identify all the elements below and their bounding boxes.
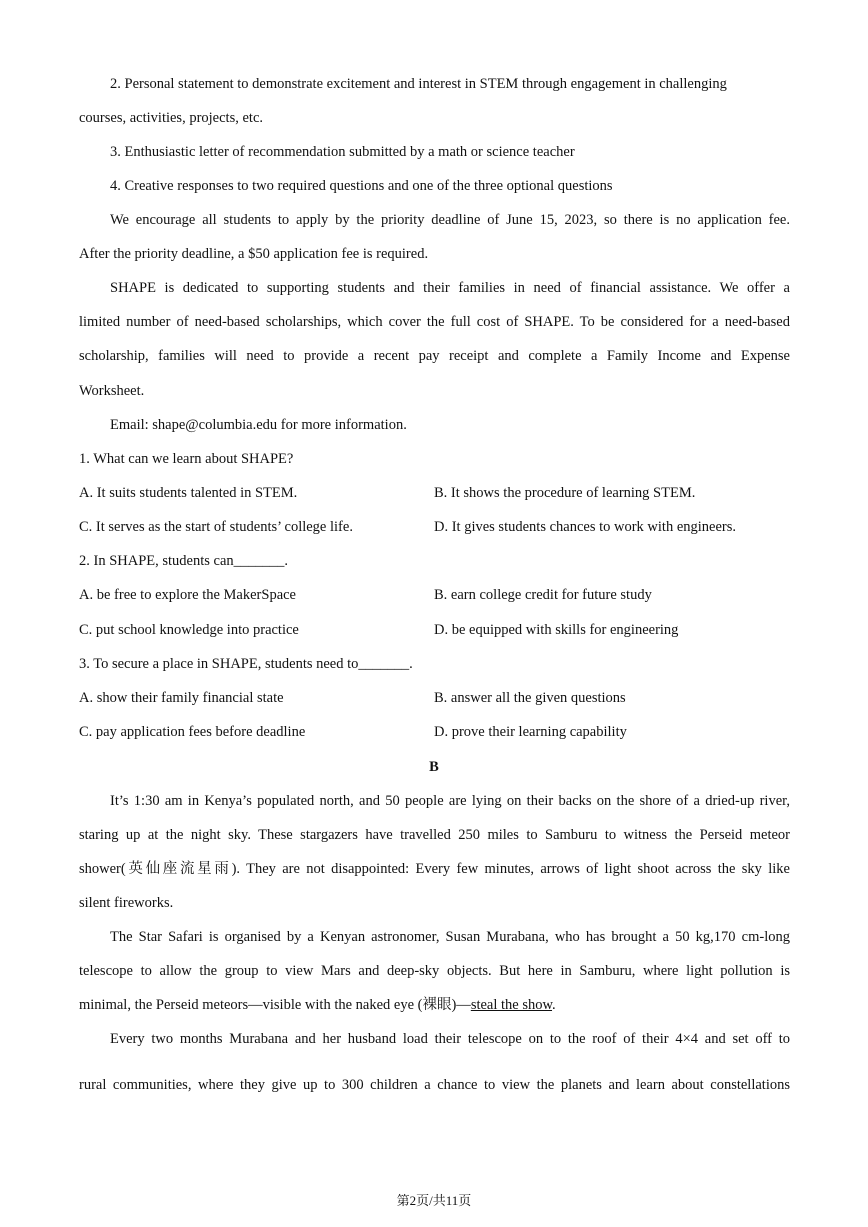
criteria-item-4: 4. Creative responses to two required questions and one of the three optional questions — [110, 178, 613, 194]
passage-b-p2-line-1: The Star Safari is organised by a Kenyan astronomer, Susan Murabana, who has brought a 50 kg,170 cm-long — [110, 929, 790, 945]
passage-b-p1-line-4: silent fireworks. — [79, 895, 174, 911]
question-2-stem — [79, 551, 790, 571]
criteria-item-3: 3. Enthusiastic letter of recommendation submitted by a math or science teacher — [110, 144, 575, 160]
question-3-end: . — [409, 656, 413, 672]
aid-paragraph-line-1: SHAPE is dedicated to supporting students and their families in need of financial assistance. We offer a — [110, 280, 790, 296]
question-3-option-a[interactable]: A. show their family financial state — [79, 690, 284, 706]
question-3-blank: _______ — [358, 656, 410, 672]
question-1-option-a[interactable]: A. It suits students talented in STEM. — [79, 485, 298, 501]
passage-b-p2-line-3-text: minimal, the Perseid meteors—visible with the naked eye (裸眼)— — [79, 997, 471, 1013]
question-2-option-d[interactable]: D. be equipped with skills for engineering — [434, 622, 679, 638]
section-b-title: B — [429, 759, 439, 775]
passage-b-p1-line-1: It’s 1:30 am in Kenya’s populated north, and 50 people are lying on their backs on the shore of a dried-up river, — [110, 793, 790, 809]
question-1-option-d[interactable]: D. It gives students chances to work with engineers. — [434, 519, 737, 535]
question-2-text: 2. In SHAPE, students can — [79, 553, 234, 569]
passage-b-p2-line-2: telescope to allow the group to view Mars and deep-sky objects. But here in Samburu, where light pollution is — [79, 963, 790, 979]
underlined-phrase: steal the show — [470, 997, 553, 1013]
question-2-option-b[interactable]: B. earn college credit for future study — [434, 587, 652, 603]
criteria-item-2-cont: courses, activities, projects, etc. — [79, 110, 264, 126]
passage-b-p1-line-2: staring up at the night sky. These stargazers have travelled 250 miles to Samburu to witness the Perseid meteor — [79, 827, 790, 843]
passage-b-p3-line-1: Every two months Murabana and her husband load their telescope on to the roof of their 4×4 and set off to — [110, 1031, 790, 1047]
aid-paragraph-line-3: scholarship, families will need to provide a recent pay receipt and complete a Family Income and Expense — [79, 348, 790, 364]
fee-paragraph-line-2: After the priority deadline, a $50 application fee is required. — [79, 246, 429, 262]
question-2-blank: _______ — [233, 553, 285, 569]
passage-b-p1-line-3: shower(英仙座流星雨). They are not disappointed: Every few minutes, arrows of light shoot across the sky like — [79, 861, 790, 877]
email-line: Email: shape@columbia.edu for more information. — [110, 417, 407, 433]
question-1-option-c[interactable]: C. It serves as the start of students’ college life. — [79, 519, 353, 535]
aid-paragraph-line-4: Worksheet. — [79, 383, 145, 399]
question-3-stem — [79, 654, 790, 674]
passage-b-p3-line-2: rural communities, where they give up to 300 children a chance to view the planets and learn about constellations — [79, 1077, 790, 1093]
aid-paragraph-line-2: limited number of need-based scholarships, which cover the full cost of SHAPE. To be considered for a need-based — [79, 314, 790, 330]
passage-b-p2-line-3 — [79, 995, 790, 1015]
question-3-option-d[interactable]: D. prove their learning capability — [434, 724, 627, 740]
question-2-option-c[interactable]: C. put school knowledge into practice — [79, 622, 299, 638]
question-3-option-b[interactable]: B. answer all the given questions — [434, 690, 626, 706]
fee-paragraph-line-1: We encourage all students to apply by the priority deadline of June 15, 2023, so there is no application fee. — [110, 212, 790, 228]
question-1-option-b[interactable]: B. It shows the procedure of learning STEM. — [434, 485, 696, 501]
question-3-option-c[interactable]: C. pay application fees before deadline — [79, 724, 306, 740]
question-2-end: . — [284, 553, 289, 569]
passage-b-p2-line-3-end: . — [552, 997, 556, 1013]
criteria-item-2: 2. Personal statement to demonstrate excitement and interest in STEM through engagement in challenging — [110, 76, 727, 92]
question-1-stem: 1. What can we learn about SHAPE? — [79, 451, 294, 467]
question-3-text: 3. To secure a place in SHAPE, students need to — [79, 656, 359, 672]
page-footer: 第2页/共11页 — [396, 1193, 472, 1208]
question-2-option-a[interactable]: A. be free to explore the MakerSpace — [79, 587, 296, 603]
